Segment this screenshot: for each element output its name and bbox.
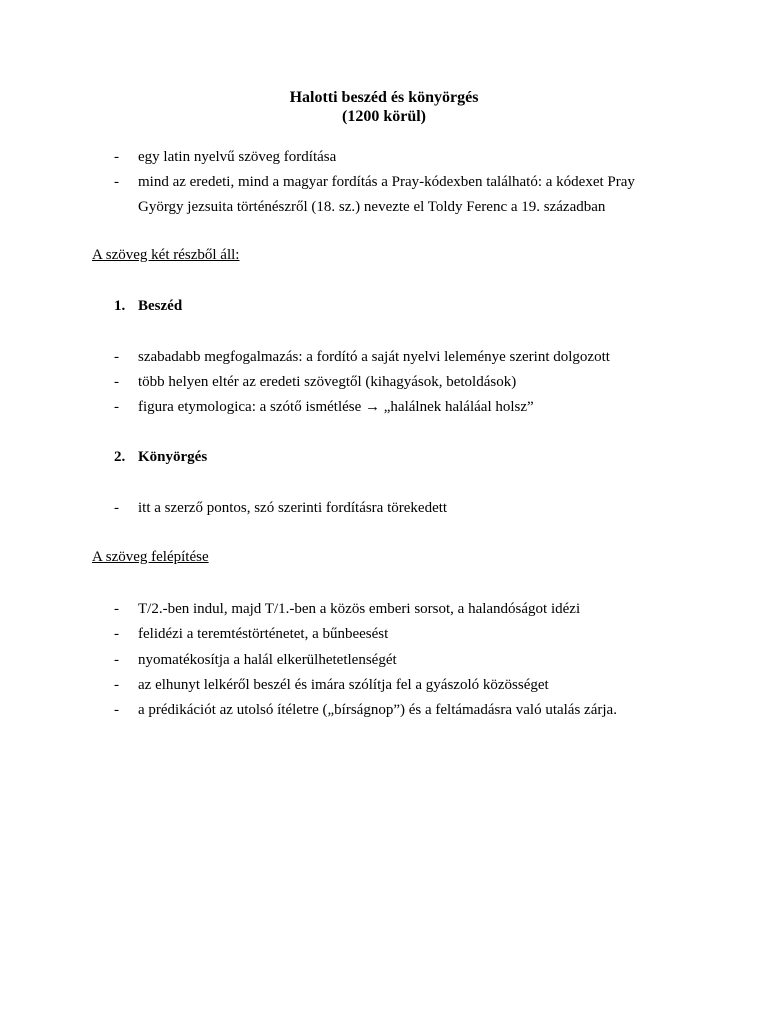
list-item [0,398,768,423]
list-item-text: mind az eredeti, mind a magyar fordítás a Pray-kódexben található: a kódexet Pray [138,174,635,190]
list-item-text: az elhunyt lelkéről beszél és imára szólítja fel a gyászoló közösséget [138,677,549,693]
part-number: 1. [114,298,126,314]
bullet-dash: - [114,601,119,617]
bullet-dash: - [114,500,119,516]
list-item-text: nyomatékosítja a halál elkerülhetetlenségét [138,652,397,668]
list-item-continuation [0,198,768,223]
list-item-text: a prédikációt az utolsó ítéletre („bírságnop”) és a feltámadásra való utalás zárja. [138,702,617,718]
section-heading-parts: A szöveg két részből áll: [92,247,240,263]
part-title: Könyörgés [138,449,208,465]
document-subtitle: (1200 körül) [342,108,426,125]
part-title: Beszéd [138,298,183,314]
bullet-dash: - [114,626,119,642]
section-heading-structure: A szöveg felépítése [92,549,209,565]
part-heading-beszed [114,297,182,315]
bullet-dash: - [114,399,119,415]
list-item-text: György jezsuita történészről (18. sz.) nevezte el Toldy Ferenc a 19. században [138,199,606,215]
bullet-dash: - [114,702,119,718]
list-item-text: szabadabb megfogalmazás: a fordító a saját nyelvi leleménye szerint dolgozott [138,349,610,365]
list-item-text: felidézi a teremtéstörténetet, a bűnbeesést [138,626,389,642]
bullet-dash: - [114,652,119,668]
bullet-dash: - [114,677,119,693]
bullet-dash: - [114,149,119,165]
list-item-text: több helyen eltér az eredeti szövegtől (kihagyások, betoldások) [138,374,517,390]
list-item [0,701,768,726]
bullet-dash: - [114,349,119,365]
list-item-text: itt a szerző pontos, szó szerinti fordításra törekedett [138,500,448,516]
bullet-dash: - [114,374,119,390]
list-item-text: figura etymologica: a szótő ismétlése → „halálnek haláláal holsz” [138,399,534,415]
list-item [0,625,768,650]
bullet-dash: - [114,174,119,190]
part-number: 2. [114,449,126,465]
list-item-text: egy latin nyelvű szöveg fordítása [138,149,337,165]
list-item-text: T/2.-ben indul, majd T/1.-ben a közös emberi sorsot, a halandóságot idézi [138,601,581,617]
document-title: Halotti beszéd és könyörgés [289,89,479,106]
part-heading-konyorges [114,448,207,466]
list-item [0,499,768,524]
